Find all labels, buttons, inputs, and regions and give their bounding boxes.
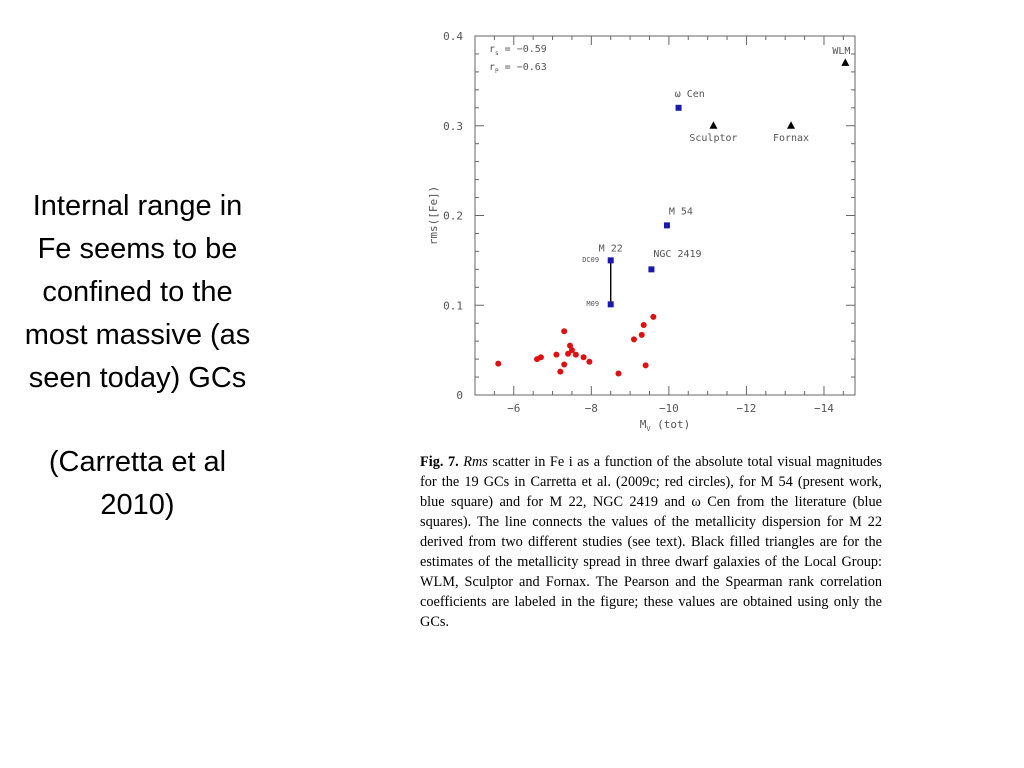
gc-point <box>641 322 647 328</box>
plot-frame <box>475 36 855 395</box>
y-tick-label: 0.1 <box>443 299 463 313</box>
literature-gc-square <box>648 266 654 272</box>
point-label: Sculptor <box>689 133 738 145</box>
point-label: NGC 2419 <box>653 248 702 260</box>
x-tick-label: −14 <box>814 402 834 415</box>
gc-point <box>557 369 563 375</box>
gc-point <box>561 328 567 334</box>
gc-point <box>586 359 592 365</box>
caption-rms: Rms <box>463 454 488 470</box>
point-label: Fornax <box>772 133 810 145</box>
gc-point <box>581 354 587 360</box>
scatter-chart <box>420 22 865 442</box>
point-label: DC09 <box>582 256 600 265</box>
citation-line-2: 2010) <box>100 489 175 521</box>
point-label: ω Cen <box>674 89 705 101</box>
caption-body: scatter in Fe i as a function of the absolute total visual magnitudes for the 19 GCs in Carretta et al. (2009c; red circles), for M 54 (present work, blue square) and for M 22, NGC 2419 and ω Cen from the literature (blue squares). The line connects the values of the metallicity dispersion for M 22 derived from two different studies (see text). Black filled triangles are for the estimates of the metallicity spread in three dwarf galaxies of the Local Group: WLM, Sculptor and Fornax. The Pearson and the Spearman rank correlation coefficients are labeled in the figure; these values are obtained using only the GCs. <box>420 454 883 630</box>
x-tick-label: −10 <box>658 402 679 415</box>
bullet-line-1: Internal range in <box>32 190 243 222</box>
dwarf-galaxy-triangle <box>787 121 795 129</box>
bullet-line-3: confined to the <box>42 276 233 308</box>
citation-line-1: (Carretta et al <box>48 446 227 478</box>
y-tick-label: 0 <box>456 389 463 402</box>
gc-point <box>553 352 559 358</box>
gc-point <box>631 336 637 342</box>
point-label: M09 <box>586 300 600 309</box>
y-tick-label: 0.3 <box>443 119 463 133</box>
bullet-line-4: most massive (as <box>24 319 251 351</box>
gc-point <box>650 314 656 320</box>
stat-label-0: $r_s = -0.59$ <box>489 44 547 57</box>
gc-point <box>495 361 501 367</box>
gc-point <box>573 352 579 358</box>
point-label: M 54 <box>668 206 693 218</box>
literature-gc-square <box>664 222 670 228</box>
gc-point <box>561 361 567 367</box>
stat-label-1: $r_P = -0.63$ <box>489 62 547 75</box>
gc-point <box>639 332 645 338</box>
slide-text <box>0 185 275 527</box>
x-axis-label: $M_V$ (tot) <box>639 418 691 433</box>
x-tick-label: −12 <box>736 402 757 415</box>
point-label: WLM <box>832 45 851 57</box>
x-tick-label: −8 <box>584 402 598 415</box>
literature-gc-square <box>608 301 614 307</box>
gc-point <box>643 362 649 368</box>
y-axis-label: rms([Fe]) <box>427 185 440 246</box>
m22-label: M 22 <box>598 243 623 255</box>
figure-caption <box>420 452 882 632</box>
y-tick-label: 0.4 <box>443 30 463 43</box>
gc-point <box>538 354 544 360</box>
bullet-line-5: seen today) GCs <box>28 362 247 394</box>
caption-label: Fig. 7. <box>420 454 459 470</box>
dwarf-galaxy-triangle <box>709 121 717 129</box>
gc-point <box>615 370 621 376</box>
x-tick-label: −6 <box>507 402 521 415</box>
literature-gc-square <box>608 257 614 263</box>
y-tick-label: 0.2 <box>443 209 463 223</box>
bullet-line-2: Fe seems to be <box>37 233 238 265</box>
dwarf-galaxy-triangle <box>841 58 849 66</box>
literature-gc-square <box>676 105 682 111</box>
